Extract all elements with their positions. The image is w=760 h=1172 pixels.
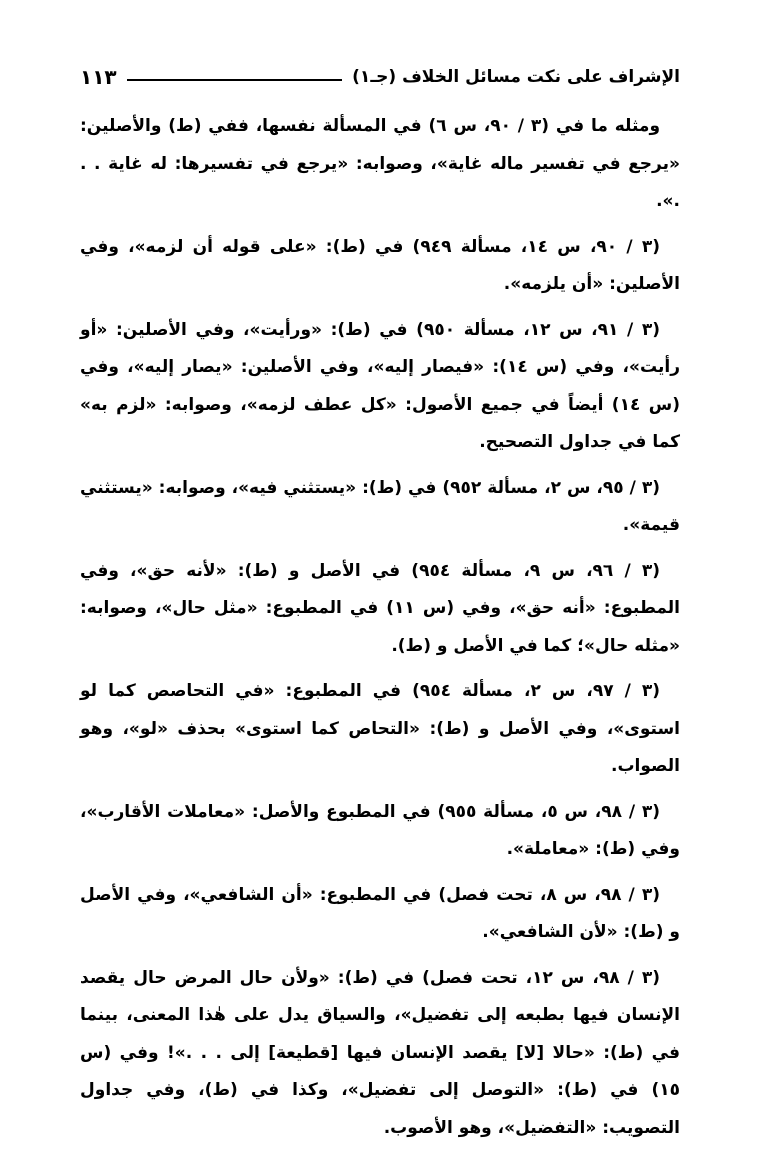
entry-paragraph: (٣ / ٩٨، س ١٢، تحت فصل) في (ط): «ولأن حال المرض حال يقصد الإنسان فيها بطبعه إلى تفضيل»، والسياق يدل على هٰذا المعنى، بينما في (ط): «حالا [لا] يقصد الإنسان فيها [قطيعة] إلى . . .»! وفي (س ١٥) في (ط): «التوصل إلى تفضيل»، وكذا في (ط)، وفي جداول التصويب: «التفضيل»، وهو الأصوب. bbox=[80, 967, 680, 1138]
running-title: الإشراف على نكت مسائل الخلاف (جـ١) bbox=[352, 67, 680, 87]
entry-paragraph: (٣ / ٩٦، س ٩، مسألة ٩٥٤) في الأصل و (ط): «لأنه حق»، وفي المطبوع: «أنه حق»، وفي (س ١١) في المطبوع: «مثل حال»، وصوابه: «مثله حال»؛ كما في الأصل و (ط). bbox=[80, 560, 680, 656]
correction-entries bbox=[80, 108, 680, 1147]
header-rule bbox=[127, 79, 343, 81]
page bbox=[80, 62, 680, 1155]
entry-paragraph: (٣ / ٩١، س ١٢، مسألة ٩٥٠) في (ط): «ورأيت»، وفي الأصلين: «أو رأيت»، وفي (س ١٤): «فيصار إليه»، وفي الأصلين: «يصار إليه»، وفي (س ١٤) أيضاً في جميع الأصول: «كل عطف لزمه»، وصوابه: «لزم به» كما في جداول التصحيح. bbox=[80, 319, 680, 452]
entry-paragraph: (٣ / ٩٧، س ٢، مسألة ٩٥٤) في المطبوع: «في التحاصص كما لو استوى»، وفي الأصل و (ط): «التحاص كما استوى» بحذف «لو»، وهو الصواب. bbox=[80, 681, 680, 776]
entry-paragraph: ومثله ما في (٣ / ٩٠، س ٦) في المسألة نفسها، ففي (ط) والأصلين: «يرجع في تفسير ماله غاية»، وصوابه: «يرجع في تفسيرها: له غاية . . .». bbox=[80, 116, 680, 211]
entry-paragraph: (٣ / ٩٥، س ٢، مسألة ٩٥٢) في (ط): «يستثني فيه»، وصوابه: «يستثني قيمة». bbox=[80, 477, 680, 535]
entry-paragraph: (٣ / ٩٨، س ٨، تحت فصل) في المطبوع: «أن الشافعي»، وفي الأصل و (ط): «لأن الشافعي». bbox=[80, 884, 680, 942]
entry-paragraph: (٣ / ٩٠، س ١٤، مسألة ٩٤٩) في (ط): «على قوله أن لزمه»، وفي الأصلين: «أن يلزمه». bbox=[80, 236, 680, 294]
entry-paragraph: (٣ / ٩٨، س ٥، مسألة ٩٥٥) في المطبوع والأصل: «معاملات الأقارب»، وفي (ط): «معاملة». bbox=[80, 801, 680, 859]
page-number: ١١٣ bbox=[80, 65, 117, 89]
running-header bbox=[80, 62, 680, 92]
